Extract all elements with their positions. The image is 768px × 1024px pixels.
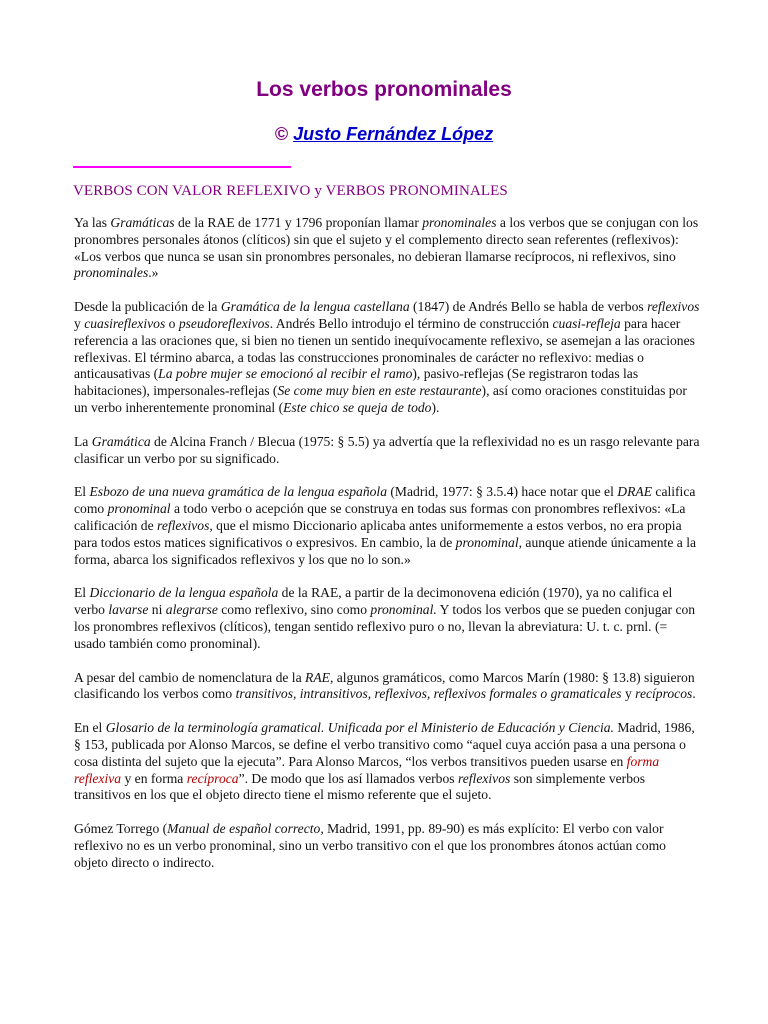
paragraph-6: [74, 670, 700, 704]
body-text: [74, 215, 700, 889]
paragraph-4: [74, 484, 700, 568]
text-run: son simplemente verbos transitivos en los que el objeto directo tiene el mismo referente que el sujeto.: [74, 770, 646, 803]
italic-run: DRAE: [617, 484, 653, 500]
italic-run: reflexivos: [457, 770, 511, 786]
text-run: El: [74, 484, 90, 500]
paragraph-1: [74, 215, 700, 282]
text-run: a todo verbo o acepción que se construya en todas sus formas con pronombres reflexivos: «La calificación de: [74, 501, 686, 533]
text-run: ni: [148, 602, 166, 618]
text-run: ).: [431, 399, 440, 415]
italic-run: Gramática: [91, 433, 151, 449]
italic-run: Diccionario de la lengua española: [89, 585, 279, 601]
text-run: de la RAE de 1771 y 1796 proponían llamar: [174, 215, 423, 230]
text-run: Madrid, 1986, § 153, publicada por Alonso Marcos, se define el verbo transitivo como “aquel cuya acción pasa a una persona o cosa distinta del sujeto que la ejecuta”. Para Alonso Marcos, “los verbos transitivos pueden usarse en: [74, 720, 695, 769]
text-run: ), pasivo-reflejas (Se registraron todas las habitaciones), impersonales-reflejas (: [74, 366, 639, 399]
text-run: Madrid, 1991, pp. 89-90) es más explícito: El verbo con valor reflexivo no es un verbo pronominal, sino un verbo transitivo con el que los pronombres átonos actúan como objeto directo o indirecto.: [74, 821, 666, 870]
italic-run: cuasi-refleja: [552, 315, 621, 331]
paragraph-5: [74, 585, 700, 652]
italic-run: pronominales: [422, 215, 497, 230]
copyright-symbol: ©: [274, 124, 289, 144]
text-run: (1847) de Andrés Bello se habla de verbos: [409, 299, 648, 315]
divider-line: [73, 166, 291, 168]
paragraph-7: [74, 720, 700, 804]
italic-run: pronominal: [107, 501, 171, 517]
text-run: , aunque atiende únicamente a la forma, abarca los significados reflexivos y los que no lo son.»: [74, 534, 696, 567]
italic-run: RAE: [305, 669, 330, 685]
italic-run: cuasireflexivos: [84, 315, 166, 331]
italic-run: reflexivos: [157, 517, 210, 533]
text-run: y: [74, 315, 85, 331]
author-link[interactable]: Justo Fernández López: [293, 124, 494, 144]
italic-run: pronominales: [74, 265, 149, 281]
author-line: [0, 124, 768, 145]
text-run: Desde la publicación de la: [74, 299, 221, 315]
italic-run: Gramática de la lengua castellana: [220, 299, 410, 315]
italic-run: Manual de español correcto,: [167, 821, 324, 837]
italic-run: alegrarse: [165, 602, 218, 618]
text-run: .»: [148, 265, 159, 281]
italic-run: Gramáticas: [110, 215, 175, 230]
italic-run: pronominal.: [370, 602, 437, 618]
text-run: .: [692, 686, 696, 702]
text-run: ”. De modo que los así llamados verbos: [238, 770, 458, 786]
italic-run: recíproca: [186, 770, 239, 786]
italic-run: Este chico se queja de todo: [283, 399, 432, 415]
text-run: o: [165, 315, 179, 331]
italic-run: recíprocos: [635, 686, 693, 702]
text-run: En el: [74, 720, 106, 736]
text-run: y en forma: [121, 770, 187, 786]
text-run: de la RAE, a partir de la decimonovena edición (1970), ya no califica el verbo: [74, 585, 673, 618]
italic-run: La pobre mujer se emocionó al recibir el ramo: [158, 366, 413, 382]
italic-run: pronominal: [455, 534, 519, 550]
text-run: Gómez Torrego (: [74, 821, 168, 837]
text-run: , que el mismo Diccionario aplicaba antes uniformemente a estos verbos, no era propia para todos estos matices significativos o expresivos. En cambio, la de: [74, 517, 682, 550]
text-run: Ya las: [74, 215, 111, 230]
paragraph-8: [74, 821, 700, 871]
text-run: (Madrid, 1977: § 3.5.4) hace notar que el: [387, 484, 618, 500]
text-run: para hacer referencia a las oraciones que, si bien no tienen un sentido inequívocamente reflexivo, se asemejan a las oraciones reflexivas. El término abarca, a todas las construcciones pronominales de carácter no reflexivo: medias o anticausativas (: [74, 315, 695, 382]
page-title: Los verbos pronominales: [256, 78, 512, 101]
text-run: como reflexivo, sino como: [217, 602, 371, 618]
italic-run: Glosario de la terminología gramatical. Unificada por el Ministerio de Educación y Ciencia.: [105, 720, 614, 736]
text-run: ), así como oraciones constituidas por un verbo inherentemente pronominal (: [74, 383, 687, 415]
text-run: La: [74, 433, 92, 449]
section-heading: VERBOS CON VALOR REFLEXIVO y VERBOS PRONOMINALES: [73, 183, 508, 199]
paragraph-3: [74, 434, 700, 468]
italic-run: forma reflexiva: [74, 753, 660, 786]
italic-run: reflexivos: [647, 299, 700, 315]
text-run: a los verbos que se conjugan con los pronombres personales átonos (clíticos) sin que el sujeto y el complemento directo sean referentes (reflexivos): «Los verbos que nunca se usan sin pronombres personales, no debieran llamarse recíprocos, ni reflexivos, sino: [74, 215, 699, 264]
text-run: , algunos gramáticos, como Marcos Marín (1980: § 13.8) siguieron clasificando los verbos como: [74, 669, 695, 702]
text-run: . Andrés Bello introdujo el término de construcción: [269, 315, 553, 331]
text-run: A pesar del cambio de nomenclatura de la: [74, 669, 306, 685]
text-run: de Alcina Franch / Blecua (1975: § 5.5) ya advertía que la reflexividad no es un rasgo relevante para clasificar un verbo por su significado.: [74, 433, 700, 466]
italic-run: pseudoreflexivos: [178, 315, 270, 331]
paragraph-2: [74, 299, 700, 417]
italic-run: Se come muy bien en este restaurante: [277, 383, 482, 399]
text-run: El: [74, 585, 90, 601]
text-run: y: [621, 686, 636, 702]
italic-run: Esbozo de una nueva gramática de la lengua española: [89, 484, 387, 500]
italic-run: lavarse: [108, 602, 149, 618]
italic-run: transitivos, intransitivos, reflexivos, reflexivos formales o gramaticales: [235, 686, 622, 702]
text-run: califica como: [74, 484, 696, 517]
text-run: Y todos los verbos que se pueden conjugar con los pronombres reflexivos (clíticos), tengan sentido reflexivo puro o no, llevan la abreviatura: U. t. c. prnl. (= usado también como pronominal).: [74, 602, 696, 651]
